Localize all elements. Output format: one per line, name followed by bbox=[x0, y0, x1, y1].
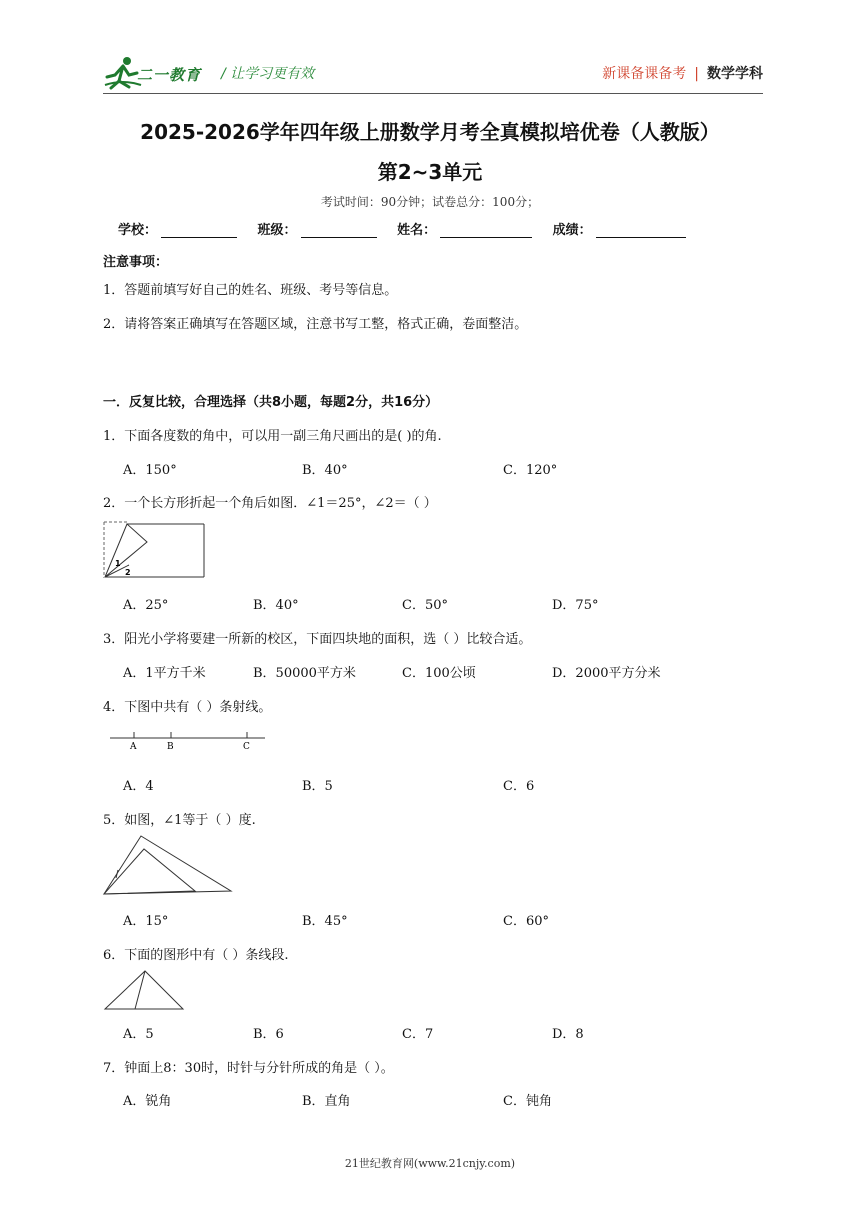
question-stem: 2．一个长方形折起一个角后如图．∠1＝25°，∠2＝（ ） bbox=[103, 496, 437, 511]
option[interactable]: C．6 bbox=[503, 779, 535, 794]
header-tagline: 新课备课备考 bbox=[602, 66, 687, 82]
option[interactable]: D．75° bbox=[552, 598, 599, 613]
question-stem: 5．如图，∠1等于（ ）度. bbox=[103, 813, 256, 828]
section-title: 一．反复比较，合理选择（共8小题，每题2分，共16分） bbox=[103, 395, 439, 410]
question-stem: 1．下面各度数的角中，可以用一副三角尺画出的是( )的角. bbox=[103, 429, 442, 444]
option[interactable]: B．5 bbox=[302, 779, 333, 794]
option[interactable]: B．40° bbox=[302, 463, 348, 478]
option[interactable]: C．60° bbox=[503, 914, 549, 929]
option[interactable]: A．锐角 bbox=[123, 1094, 172, 1109]
slogan: / 让学习更有效 bbox=[221, 66, 315, 82]
logo-text: 二一教育 bbox=[137, 66, 202, 84]
option[interactable]: D．8 bbox=[552, 1027, 584, 1042]
angle-label: 2 bbox=[125, 568, 131, 577]
option[interactable]: A．25° bbox=[123, 598, 169, 613]
point-label: C bbox=[243, 742, 250, 752]
question-stem: 3．阳光小学将要建一所新的校区，下面四块地的面积，选（ ）比较合适。 bbox=[103, 632, 532, 647]
option[interactable]: C．50° bbox=[402, 598, 448, 613]
option[interactable]: A．15° bbox=[123, 914, 169, 929]
name-field[interactable]: 姓名： bbox=[397, 219, 532, 238]
school-field[interactable]: 学校： bbox=[118, 219, 237, 238]
question-stem: 4．下图中共有（ ）条射线。 bbox=[103, 700, 272, 715]
ray-line-figure bbox=[110, 730, 268, 754]
point-label: A bbox=[130, 742, 137, 752]
header-separator: | bbox=[694, 66, 699, 82]
angle-label: 1 bbox=[115, 559, 121, 568]
score-field[interactable]: 成绩： bbox=[553, 219, 686, 238]
option[interactable]: A．5 bbox=[123, 1027, 154, 1042]
page-header bbox=[103, 55, 763, 95]
option[interactable]: D．2000平方分米 bbox=[552, 666, 661, 681]
option[interactable]: C．钝角 bbox=[503, 1094, 552, 1109]
exam-info: 考试时间：90分钟；试卷总分：100分； bbox=[320, 195, 540, 209]
option[interactable]: B．直角 bbox=[302, 1094, 351, 1109]
header-divider bbox=[103, 93, 763, 94]
point-label: B bbox=[167, 742, 174, 752]
header-right bbox=[602, 63, 763, 83]
header-subject: 数学学科 bbox=[707, 66, 763, 82]
option[interactable]: A．1平方千米 bbox=[123, 666, 206, 681]
option[interactable]: B．50000平方米 bbox=[253, 666, 356, 681]
question-stem: 6．下面的图形中有（ ）条线段. bbox=[103, 948, 289, 963]
option[interactable]: C．100公顷 bbox=[402, 666, 476, 681]
student-fields bbox=[118, 219, 702, 238]
option[interactable]: C．120° bbox=[503, 463, 558, 478]
option[interactable]: B．45° bbox=[302, 914, 348, 929]
note-item: 1．答题前填写好自己的姓名、班级、考号等信息。 bbox=[103, 283, 398, 298]
exam-title: 2025-2026学年四年级上册数学月考全真模拟培优卷（人教版） bbox=[140, 120, 720, 144]
option[interactable]: B．40° bbox=[253, 598, 299, 613]
option[interactable]: C．7 bbox=[402, 1027, 434, 1042]
question-stem: 7．钟面上8：30时，时针与分针所成的角是（ ）。 bbox=[103, 1061, 394, 1076]
exam-subtitle: 第2~3单元 bbox=[377, 160, 483, 184]
class-field[interactable]: 班级： bbox=[258, 219, 377, 238]
option[interactable]: A．4 bbox=[123, 779, 154, 794]
option[interactable]: A．150° bbox=[123, 463, 177, 478]
page-footer: 21世纪教育网(www.21cnjy.com) bbox=[344, 1157, 516, 1170]
notes-heading: 注意事项： bbox=[103, 255, 169, 270]
logo bbox=[103, 55, 213, 91]
overlapping-triangles-figure bbox=[103, 834, 235, 896]
folded-rectangle-figure bbox=[103, 520, 207, 582]
note-item: 2．请将答案正确填写在答题区域，注意书写工整，格式正确，卷面整洁。 bbox=[103, 317, 528, 332]
option[interactable]: B．6 bbox=[253, 1027, 284, 1042]
triangle-segments-figure bbox=[103, 968, 185, 1012]
